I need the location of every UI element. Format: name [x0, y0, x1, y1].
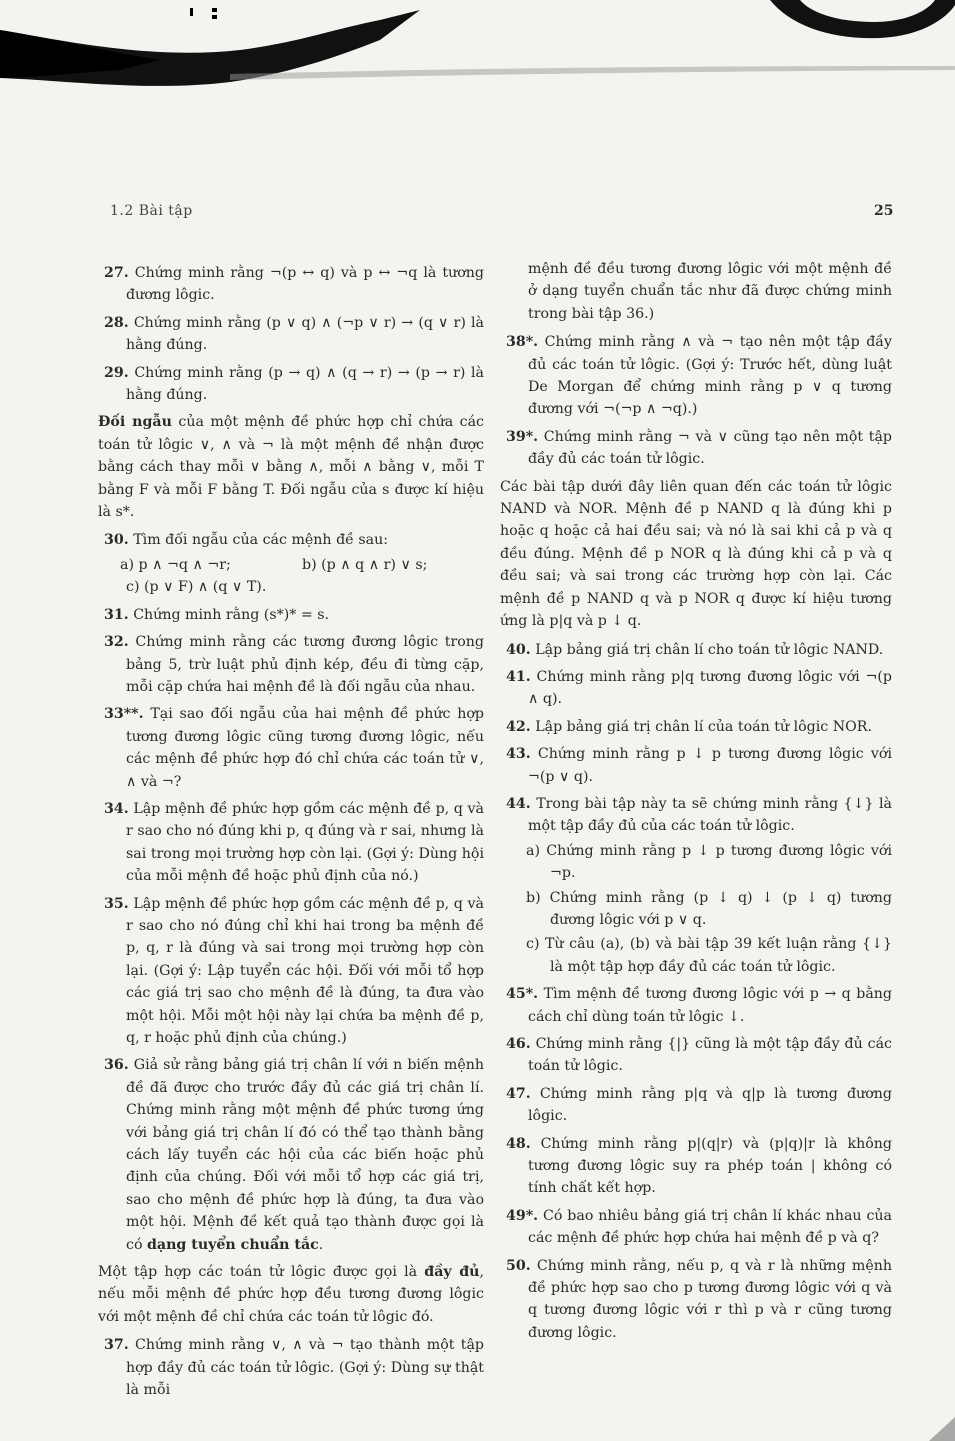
section-title: 1.2 Bài tập — [110, 203, 193, 219]
page-number: 25 — [874, 203, 894, 219]
exercise-47: 47. Chứng minh rằng p|q và q|p là tương đương lôgic. — [506, 1085, 893, 1125]
exercise-37-continued: mệnh đề đều tương đương lôgic với một mệnh đề ở dạng tuyển chuẩn tắc như đã được chứng minh trong bài tập 36.) — [528, 261, 892, 322]
exercise-42: 42. Lập bảng giá trị chân lí của toán tử lôgic NOR. — [506, 718, 872, 735]
exercise-30-b: b) (p ∧ q ∧ r) ∨ s; — [302, 556, 428, 573]
exercise-30-a: a) p ∧ ¬q ∧ ¬r; — [120, 556, 231, 573]
exercise-35: 35. Lập mệnh đề phức hợp gồm các mệnh đề p, q và r sao cho nó đúng chỉ khi hai trong ba mệnh đề p, q, r là đúng và sai trong mọi trường hợp còn lại. (Gợi ý: Lập tuyển các hội. Đối với mỗi tổ hợp các giá trị sao cho mệnh đề là đúng, ta đưa vào một hội. Mỗi một hội này lại chứa ba mệnh đề p, q, r hoặc phủ định của chúng.) — [104, 895, 485, 1046]
exercise-30-parts-ab — [120, 554, 484, 576]
exercise-44-a: a) Chứng minh rằng p ↓ p tương đương lôgic với ¬p. — [526, 842, 892, 882]
exercise-39: 39*. Chứng minh rằng ¬ và ∨ cũng tạo nên một tập đầy đủ các toán tử lôgic. — [506, 428, 893, 468]
exercise-30: 30. Tìm đối ngẫu của các mệnh đề sau: — [104, 532, 389, 549]
dual-definition: Đối ngẫu của một mệnh đề phức hợp chỉ chứa các toán tử lôgic ∨, ∧ và ¬ là một mệnh đề nhận được bằng cách thay mỗi ∨ bằng ∧, mỗi ∧ bằng ∨, mỗi T bằng F và mỗi F bằng T. Đối ngẫu của s được kí hiệu là s*. — [98, 414, 485, 521]
scan-dark-edge — [0, 0, 955, 120]
nand-nor-intro: Các bài tập dưới đây liên quan đến các toán tử lôgic NAND và NOR. Mệnh đề p NAND q là đúng khi p hoặc q hoặc cả hai đều sai; và nó là sai khi cả p và q đều đúng. Mệnh đề p NOR q là đúng khi cả p và q đều sai; và sai trong các trường hợp còn lại. Các mệnh đề p NAND q và p NOR q được kí hiệu tương ứng là p|q và p ↓ q. — [500, 478, 892, 630]
exercise-36: 36. Giả sử rằng bảng giá trị chân lí với n biến mệnh đề đã được cho trước đầy đủ các giá trị chân lí. Chứng minh rằng một mệnh đề phức tương ứng với bảng giá trị chân lí đó có thể tạo thành bằng cách lấy tuyển các hội của các biến hoặc phủ định của chúng. Đối với mỗi tổ hợp các giá trị, sao cho mệnh đề phức hợp là đúng, ta đưa vào một hội. Mệnh đề kết quả tạo thành được gọi là có dạng tuyển chuẩn tắc. — [104, 1057, 484, 1253]
exercise-41: 41. Chứng minh rằng p|q tương đương lôgic với ¬(p ∧ q). — [506, 668, 893, 708]
exercise-43: 43. Chứng minh rằng p ↓ p tương đương lôgic với ¬(p ∨ q). — [506, 746, 892, 785]
exercise-34: 34. Lập mệnh đề phức hợp gồm các mệnh đề p, q và r sao cho nó đúng khi p, q đúng và r sai, nhưng là sai trong mọi trường hợp còn lại. (Gợi ý: Dùng hội của mỗi mệnh đề hoặc phủ định của nó.) — [104, 800, 485, 885]
exercise-30-c: c) (p ∨ F) ∧ (q ∨ T). — [126, 579, 267, 596]
scan-corner-mark — [925, 1411, 955, 1441]
running-header — [0, 203, 955, 227]
exercise-44-c: c) Từ câu (a), (b) và bài tập 39 kết luận rằng {↓} là một tập hợp đầy đủ các toán tử lôgic. — [526, 936, 892, 975]
exercise-31: 31. Chứng minh rằng (s*)* = s. — [104, 606, 330, 623]
exercise-38: 38*. Chứng minh rằng ∧ và ¬ tạo nên một tập đầy đủ các toán tử lôgic. (Gợi ý: Trước hết, dùng luật De Morgan để chứng minh rằng p ∨ q tương đương với ¬(¬p ∧ ¬q).) — [506, 334, 892, 418]
exercise-27: 27. Chứng minh rằng ¬(p ↔ q) và p ↔ ¬q là tương đương lôgic. — [104, 265, 485, 304]
exercise-44-b: b) Chứng minh rằng (p ↓ q) ↓ (p ↓ q) tương đương lôgic với p ∨ q. — [526, 889, 892, 928]
exercise-46: 46. Chứng minh rằng {|} cũng là một tập đầy đủ các toán tử lôgic. — [506, 1036, 892, 1075]
exercise-29: 29. Chứng minh rằng (p → q) ∧ (q → r) → (p → r) là hằng đúng. — [104, 364, 485, 404]
exercise-45: 45*. Tìm mệnh đề tương đương lôgic với p → q bằng cách chỉ dùng toán tử lôgic ↓. — [506, 986, 892, 1025]
exercise-32: 32. Chứng minh rằng các tương đương lôgic trong bảng 5, trừ luật phủ định kép, đều đi từng cặp, mỗi cặp chứa hai mệnh đề là đối ngẫu của nhau. — [104, 634, 484, 695]
exercise-44: 44. Trong bài tập này ta sẽ chứng minh rằng {↓} là một tập đầy đủ của các toán tử lôgic. — [506, 795, 892, 835]
complete-set-definition: Một tập hợp các toán tử lôgic được gọi là đầy đủ, nếu mỗi mệnh đề phức hợp đều tương đương lôgic với một mệnh đề chỉ chứa các toán tử lôgic đó. — [98, 1264, 485, 1325]
exercise-50: 50. Chứng minh rằng, nếu p, q và r là những mệnh đề phức hợp sao cho p tương đương lôgic với q và q tương đương lôgic với r thì p và r cũng tương đương lôgic. — [506, 1257, 892, 1341]
exercise-33: 33**. Tại sao đối ngẫu của hai mệnh đề phức hợp tương đương lôgic cũng tương đương lôgic, nếu các mệnh đề phức hợp đó chỉ chứa các toán tử ∨, ∧ và ¬? — [104, 706, 484, 790]
right-column — [500, 258, 892, 1349]
exercise-40: 40. Lập bảng giá trị chân lí cho toán tử lôgic NAND. — [506, 641, 884, 658]
exercise-28: 28. Chứng minh rằng (p ∨ q) ∧ (¬p ∨ r) → (q ∨ r) là hằng đúng. — [104, 314, 484, 354]
left-column — [98, 262, 484, 1407]
exercise-48: 48. Chứng minh rằng p|(q|r) và (p|q)|r là không tương đương lôgic suy ra phép toán | không có tính chất kết hợp. — [506, 1135, 892, 1197]
exercise-49: 49*. Có bao nhiêu bảng giá trị chân lí khác nhau của các mệnh đề phức hợp chứa hai mệnh đề p và q? — [506, 1207, 892, 1247]
exercise-37: 37. Chứng minh rằng ∨, ∧ và ¬ tạo thành một tập hợp đầy đủ các toán tử lôgic. (Gợi ý: Dùng sự thật là mỗi — [104, 1337, 484, 1399]
